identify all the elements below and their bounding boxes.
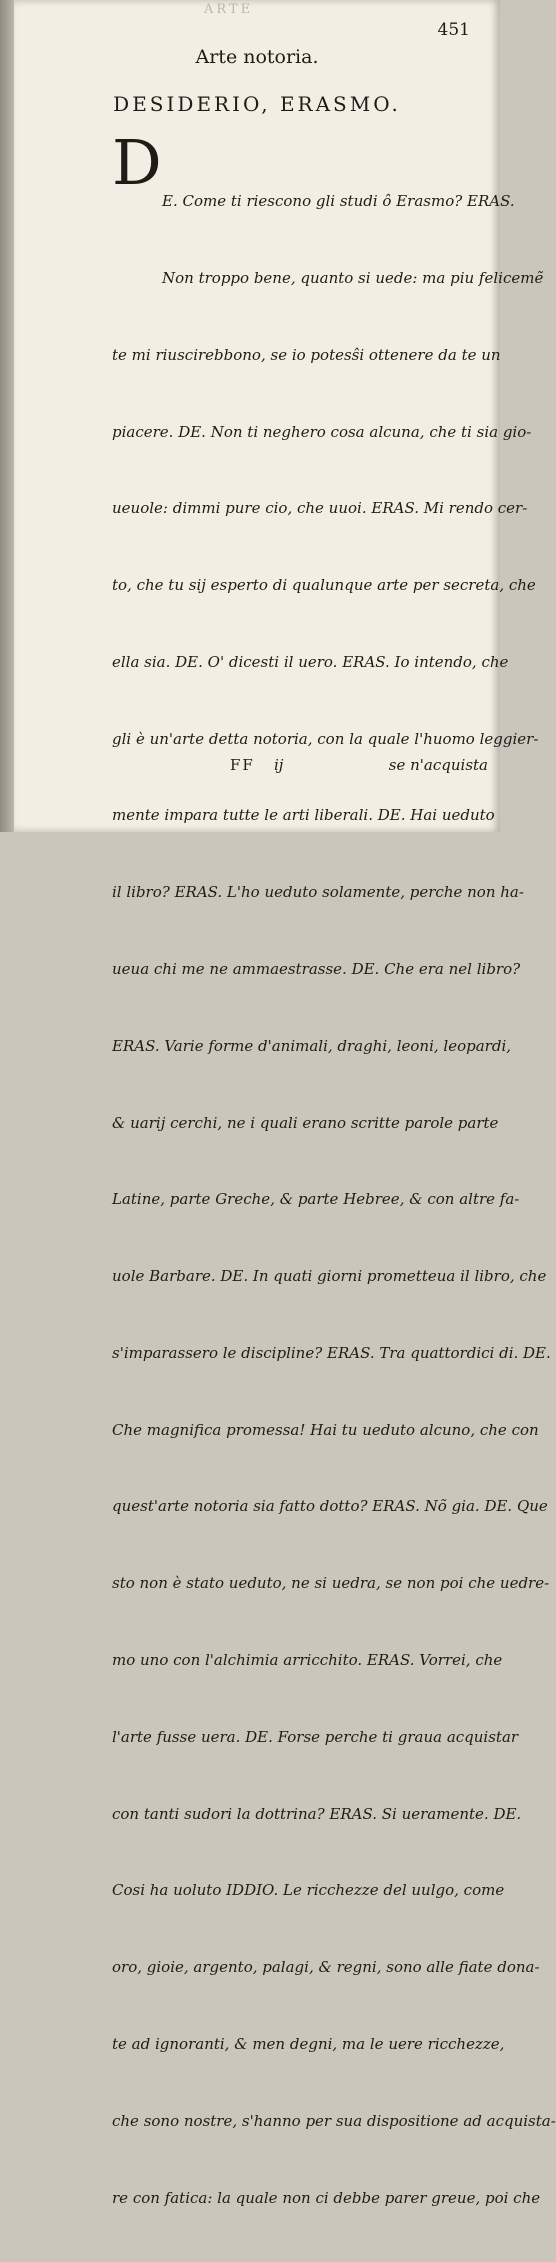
text-line: te ad ignoranti, & men degni, ma le uere ricchezze, [112,2034,505,2053]
text-line: ueuole: dimmi pure cio, che uuoi. ERAS. Mi rendo cer- [112,499,528,518]
dialogue-title: DESIDERIO, ERASMO. [113,92,401,116]
text-line: ERAS. Varie forme d'animali, draghi, leoni, leopardi, [112,1036,512,1055]
text-line: mente impara tutte le arti liberali. DE. Hai ueduto [112,806,495,825]
text-line: Latine, parte Greche, & parte Hebree, & con altre fa- [112,1190,520,1209]
text-line: Cosi ha uoluto IDDIO. Le ricchezze del uulgo, come [112,1881,505,1900]
text-line: sto non è stato ueduto, ne si uedra, se non poi che uedre- [112,1574,550,1593]
body-text [112,138,556,2262]
book-page [14,0,556,2207]
text-line: to, che tu sij esperto di qualunque arte per secreta, che [112,576,536,595]
running-head: Arte notoria. [195,46,319,68]
signature-sub: ij [274,756,284,774]
text-line: che sono nostre, s'hanno per sua dispositione ad acquista- [112,2111,556,2130]
drop-cap: D [112,126,162,199]
text-line: te mi riuscirebbono, se io potesŝi ottenere da te un [112,345,501,364]
text-line: mo uno con l'alchimia arricchito. ERAS. Vorrei, che [112,1651,503,1670]
text-line: E. Come ti riescono gli studi ô Erasmo? ERAS. [162,192,515,211]
text-line: uole Barbare. DE. In quati giorni prometteua il libro, che [112,1267,547,1286]
catchword: se n'acquista [388,756,488,774]
text-line: gli è un'arte detta notoria, con la quale l'huomo leggier- [112,729,539,748]
text-line: ella sia. DE. O' dicesti il uero. ERAS. Io intendo, che [112,652,509,671]
text-line: & uarij cerchi, ne i quali erano scritte parole parte [112,1113,499,1132]
text-line: il libro? ERAS. L'ho ueduto solamente, perche non ha- [112,883,524,902]
text-line: ueua chi me ne ammaestrasse. DE. Che era nel libro? [112,960,521,978]
bleed-through-text: ARTE [204,2,254,17]
text-line: oro, gioie, argento, palagi, & regni, sono alle fiate dona- [112,1958,540,1977]
text-line: quest'arte notoria sia fatto dotto? ERAS. Nõ gia. DE. Que [112,1497,548,1516]
text-line: re con fatica: la quale non ci debbe parer greue, poi che [112,2188,541,2207]
text-line: Non troppo bene, quanto si uede: ma piu felicemẽ [162,268,544,287]
book-spine-shadow [0,0,14,832]
text-line: l'arte fusse uera. DE. Forse perche ti graua acquistar [112,1727,519,1746]
page-number: 451 [437,20,470,40]
text-line: s'imparassero le discipline? ERAS. Tra quattordici di. DE. [112,1343,551,1362]
text-line: Che magnifica promessa! Hai tu ueduto alcuno, che con [112,1420,539,1439]
text-line: piacere. DE. Non ti neghero cosa alcuna, che ti sia gio- [112,422,532,441]
text-line: con tanti sudori la dottrina? ERAS. Si ueramente. DE. [112,1804,522,1823]
signature-mark: FF [230,756,255,774]
